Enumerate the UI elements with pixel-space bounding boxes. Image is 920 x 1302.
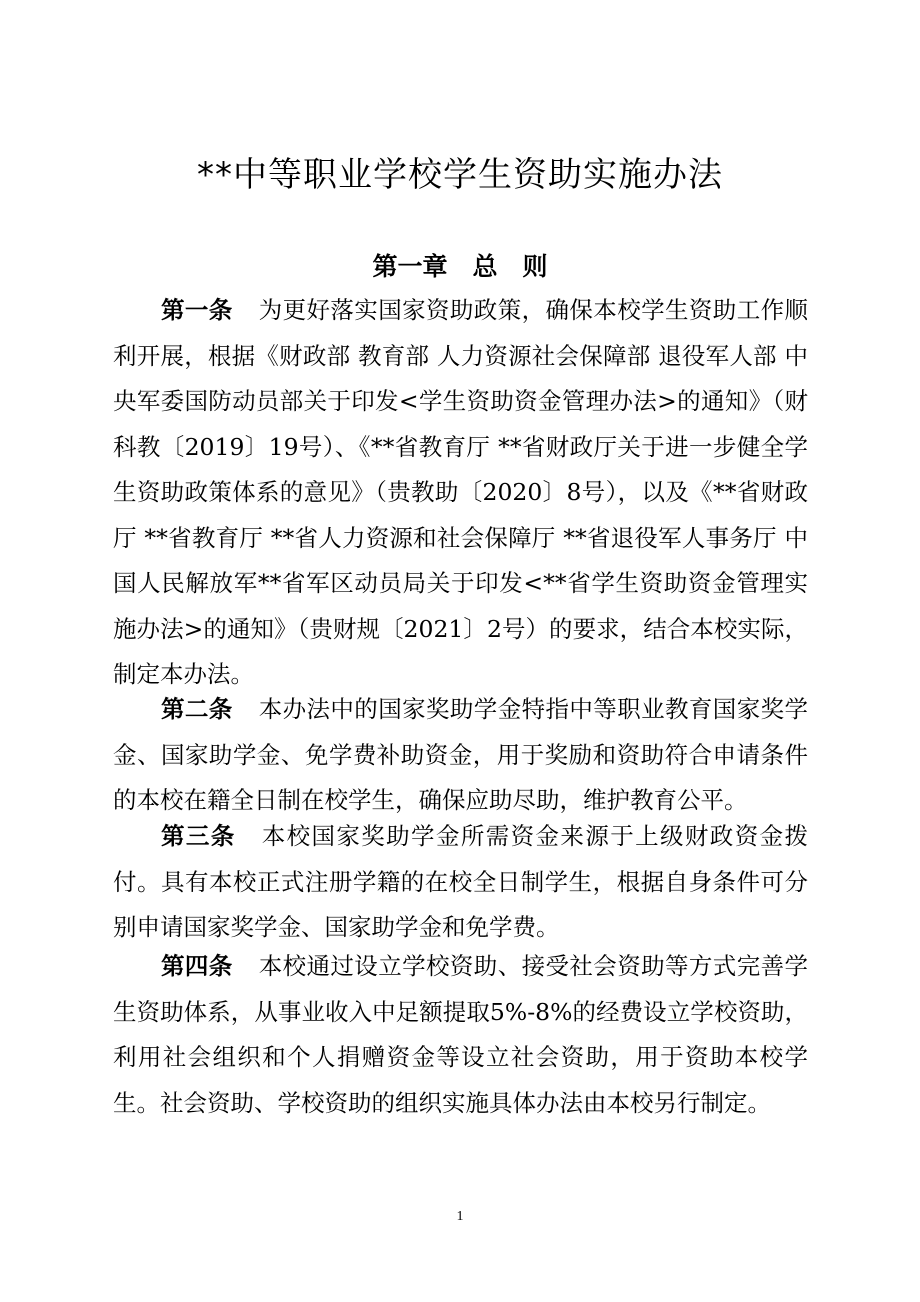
article-4-text: 本校通过设立学校资助、接受社会资助等方式完善学生资助体系，从事业收入中足额提取5%-8%的经费设立学校资助，利用社会组织和个人捐赠资金等设立社会资助，用于资助本校学生。社会资助、学校资助的组织实施具体办法由本校另行制定。 (113, 952, 809, 1117)
article-3-label: 第三条 (161, 822, 236, 850)
article-4 (113, 944, 808, 1126)
chapter-heading: 第一章 总 则 (372, 252, 548, 281)
article-4-label: 第四条 (161, 952, 233, 980)
article-3-text: 本校国家奖助学金所需资金来源于上级财政资金拨付。具有本校正式注册学籍的在校全日制学生，根据自身条件可分别申请国家奖学金、国家助学金和免学费。 (113, 822, 808, 941)
article-1-text: 为更好落实国家资助政策，确保本校学生资助工作顺利开展，根据《财政部 教育部 人力资源社会保障部 退役军人部 中央军委国防动员部关于印发<学生资助资金管理办法>的通知》（财科教〔2019〕19号）、《**省教育厅 **省财政厅关于进一步健全学生资助政策体系的意见》（贵教助〔2020〕8号），以及《**省财政厅 **省教育厅 **省人力资源和社会保障厅 **省退役军人事务厅 中国人民解放军**省军区动员局关于印发<**省学生资助资金管理实施办法>的通知》（贵财规〔2021〕2号）的要求，结合本校实际，制定本办法。 (113, 296, 809, 688)
document-title: **中等职业学校学生资助实施办法 (197, 155, 723, 195)
article-2 (113, 687, 808, 824)
article-2-label: 第二条 (161, 695, 233, 723)
article-2-text: 本办法中的国家奖助学金特指中等职业教育国家奖学金、国家助学金、免学费补助资金，用于奖励和资助符合申请条件的本校在籍全日制在校学生，确保应助尽助，维护教育公平。 (113, 695, 809, 814)
article-1-label: 第一条 (161, 296, 233, 324)
article-3 (113, 814, 808, 951)
article-1 (113, 288, 808, 698)
page-number: 1 (456, 1209, 464, 1224)
